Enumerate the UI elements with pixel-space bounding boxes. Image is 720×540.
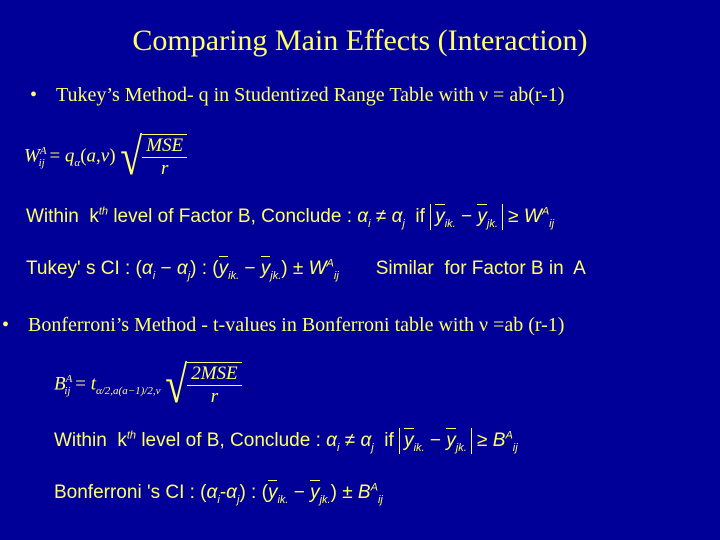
tukey-ci-line: Tukey' s CI : $(\alpha_i - \alpha_j)$ : $(y_{ik.} - y_{jk.}) \pm W^A_{ij}$ Similar for Factor B in A <box>26 257 586 282</box>
bullet-icon: • <box>30 84 38 106</box>
bonferroni-ci-line: Bonferroni 's CI : $(\alpha_i-\alpha_j)$ : $(y_{ik.} - y_{jk.}) \pm B^A_{ij}$ <box>54 481 383 506</box>
bonferroni-bullet <box>2 314 564 337</box>
bonferroni-bullet-text: Bonferroni’s Method - t-values in Bonferroni table with ν =ab (r-1) <box>28 314 565 336</box>
tukey-conclude-line: Within $k^{th}$ level of Factor B, Conclude : $\alpha_i \ne \alpha_j$ if $y_{ik.} - y_{jk.} \ge W^A_{ij}$ <box>26 205 555 230</box>
bonferroni-b-formula: $B^A_{ij} = t_{\alpha/2,a(a-1)/2,v}$ √ $\frac{\text{2MSE}}{r}$ <box>54 362 242 408</box>
bonferroni-conclude-line: Within $k^{th}$ level of B, Conclude : $\alpha_i \ne \alpha_j$ if $y_{ik.} - y_{jk.} \ge B^A_{ij}$ <box>54 429 518 454</box>
tukey-bullet <box>30 84 564 107</box>
tukey-bullet-text: Tukey’s Method- q in Studentized Range Table with ν = ab(r-1) <box>56 84 565 106</box>
bullet-icon: • <box>2 314 10 336</box>
tukey-w-formula: $W^A_{ij} = q_\alpha(a,v)$ √ $\frac{\text{MSE}}{r}$ <box>24 134 187 180</box>
slide-title: Comparing Main Effects (Interaction) <box>132 24 588 57</box>
